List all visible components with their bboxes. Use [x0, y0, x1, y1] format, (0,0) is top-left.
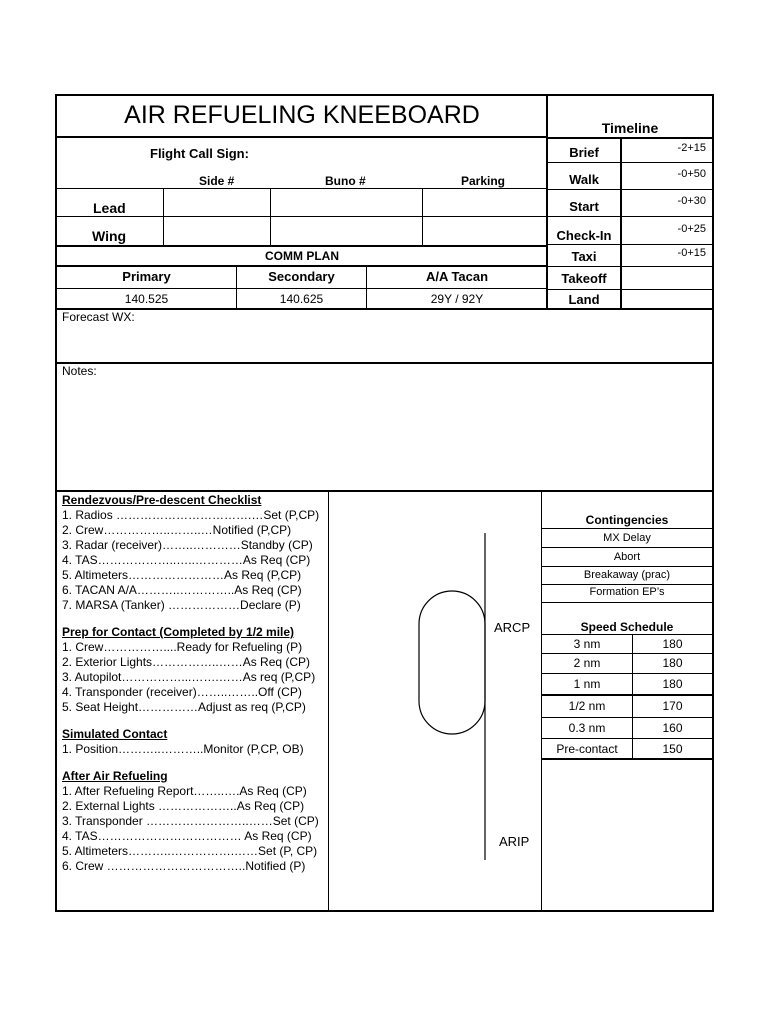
contingency-item: MX Delay	[603, 532, 651, 544]
comm-plan-header: COMM PLAN	[265, 249, 339, 263]
arip-label: ARIP	[499, 834, 530, 849]
contingency-line	[541, 584, 713, 585]
page-title: AIR REFUELING KNEEBOARD	[124, 101, 480, 129]
checklist-item: 4. TAS……………………………… As Req (CP)	[62, 829, 312, 843]
timeline-value-walk: -0+50	[677, 168, 706, 180]
timeline-value-brief: -2+15	[677, 142, 706, 154]
checklist-title: After Air Refueling	[62, 769, 168, 783]
comm-bottom-line	[55, 308, 714, 310]
timeline-line	[546, 189, 714, 190]
side-label: Side #	[199, 174, 235, 188]
checklist-item: 7. MARSA (Tanker) ………………Declare (P)	[62, 598, 301, 612]
comm-line	[55, 288, 547, 289]
wing-side-field[interactable]	[164, 217, 270, 245]
comm-line	[55, 265, 547, 267]
checklist-item: 2. External Lights ………………..As Req (CP)	[62, 799, 305, 813]
checklist-item: 5. Altimeters……………………As Req (P,CP)	[62, 568, 302, 582]
comm-secondary-value: 140.625	[279, 292, 324, 306]
checklist-item: 4. TAS………………..…..…………As Req (CP)	[62, 553, 311, 567]
speed-value: 180	[662, 637, 683, 651]
timeline-label-start: Start	[569, 199, 599, 214]
checklist-item: 3. Transponder ……………………..……Set (CP)	[62, 814, 319, 828]
contingency-line	[541, 602, 713, 603]
speed-range: 1 nm	[573, 677, 601, 691]
orbit-racetrack	[419, 591, 485, 734]
contingency-line	[541, 547, 713, 548]
timeline-line	[546, 266, 714, 267]
timeline-line	[546, 162, 714, 163]
timeline-header: Timeline	[601, 120, 659, 136]
timeline-header-line	[546, 137, 714, 139]
checklist-panel	[62, 493, 326, 874]
comm-primary-label: Primary	[122, 269, 171, 284]
forecast-bottom-line	[55, 362, 714, 364]
timeline-label-brief: Brief	[569, 145, 599, 160]
checklist-item: 1. Position………..………..Monitor (P,CP, OB)	[62, 742, 304, 756]
speed-line	[541, 694, 713, 696]
contingency-item: Abort	[613, 551, 641, 563]
contingencies-header: Contingencies	[585, 513, 669, 527]
checklist-spacer	[62, 757, 326, 769]
border-top	[55, 94, 714, 96]
timeline-value-start: -0+30	[677, 195, 706, 207]
forecast-label: Forecast WX:	[62, 310, 135, 324]
checklist-title: Prep for Contact (Completed by 1/2 mile)	[62, 625, 295, 639]
speed-line	[541, 758, 713, 760]
checklist-item: 1. Crew……………....Ready for Refueling (P)	[62, 640, 303, 654]
timeline-line	[546, 289, 714, 290]
speed-range: 0.3 nm	[568, 721, 606, 735]
lead-label: Lead	[93, 200, 126, 216]
comm-tacan-value: 29Y / 92Y	[430, 292, 484, 306]
speed-line	[541, 634, 713, 635]
checklist-item: 2. Exterior Lights……………..……As Req (CP)	[62, 655, 311, 669]
notes-label: Notes:	[62, 364, 97, 378]
timeline-value-taxi: -0+15	[677, 247, 706, 259]
checklist-spacer	[62, 613, 326, 625]
checklist-title: Simulated Contact	[62, 727, 168, 741]
checklist-item: 2. Crew……………..……..…Notified (P,CP)	[62, 523, 292, 537]
speed-line	[541, 673, 713, 674]
speed-value: 180	[662, 677, 683, 691]
speed-line	[541, 738, 713, 739]
notes-field[interactable]	[57, 380, 712, 490]
checklist-item: 6. Crew ……………………………..Notified (P)	[62, 859, 306, 873]
contingency-item: Breakaway (prac)	[583, 569, 671, 581]
border-bottom	[55, 910, 714, 912]
timeline-label-checkin: Check-In	[556, 228, 612, 243]
speed-value: 160	[662, 721, 683, 735]
speed-range: 1/2 nm	[568, 699, 606, 713]
timeline-label-walk: Walk	[569, 172, 599, 187]
timeline-label-takeoff: Takeoff	[561, 271, 607, 286]
contingency-line	[541, 528, 713, 529]
timeline-line	[546, 244, 714, 245]
notes-bottom-line	[55, 490, 714, 492]
speed-range: Pre-contact	[556, 742, 618, 756]
comm-secondary-label: Secondary	[268, 269, 335, 284]
flight-line	[55, 245, 547, 247]
speed-col-line	[632, 634, 633, 759]
checklist-title: Rendezvous/Pre-descent Checklist	[62, 493, 262, 507]
wing-buno-field[interactable]	[271, 217, 422, 245]
speed-line	[541, 653, 713, 654]
wing-label: Wing	[92, 228, 127, 244]
flight-call-sign-label: Flight Call Sign:	[150, 146, 249, 161]
forecast-field[interactable]	[57, 326, 712, 361]
speed-value: 170	[662, 699, 683, 713]
lead-buno-field[interactable]	[271, 189, 422, 216]
checklist-divider	[328, 491, 329, 911]
checklist-item: 3. Autopilot……………...…….……As req (P,CP)	[62, 670, 316, 684]
checklist-spacer	[62, 715, 326, 727]
checklist-item: 5. Altimeters………..…………….……Set (P, CP)	[62, 844, 318, 858]
checklist-item: 3. Radar (receiver)……..…………Standby (CP)	[62, 538, 313, 552]
timeline-label-taxi: Taxi	[571, 249, 597, 264]
wing-parking-field[interactable]	[423, 217, 546, 245]
refueling-track-diagram	[400, 525, 500, 870]
timeline-line	[546, 216, 714, 217]
checklist-item: 1. After Refueling Report……..….As Req (CP)	[62, 784, 307, 798]
buno-label: Buno #	[325, 174, 366, 188]
lead-parking-field[interactable]	[423, 189, 546, 216]
speed-value: 150	[662, 742, 683, 756]
speed-range: 3 nm	[573, 637, 601, 651]
speed-schedule-header: Speed Schedule	[580, 620, 674, 634]
timeline-label-land: Land	[568, 292, 600, 307]
comm-primary-value: 140.525	[124, 292, 169, 306]
checklist-item: 5. Seat Height……………Adjust as req (P,CP)	[62, 700, 306, 714]
parking-label: Parking	[461, 174, 506, 188]
checklist-item: 4. Transponder (receiver)……..……..Off (CP)	[62, 685, 302, 699]
checklist-item: 6. TACAN A/A………..…………..As Req (CP)	[62, 583, 302, 597]
comm-tacan-label: A/A Tacan	[425, 269, 489, 284]
contingency-item: Formation EP’s	[589, 586, 665, 598]
lead-side-field[interactable]	[164, 189, 270, 216]
speed-value: 180	[662, 656, 683, 670]
timeline-value-checkin: -0+25	[677, 223, 706, 235]
checklist-item: 1. Radios …………………………….…Set (P,CP)	[62, 508, 320, 522]
speed-line	[541, 717, 713, 718]
title-divider	[55, 136, 548, 138]
arcp-label: ARCP	[494, 620, 531, 635]
speed-range: 2 nm	[573, 656, 601, 670]
contingency-line	[541, 566, 713, 567]
